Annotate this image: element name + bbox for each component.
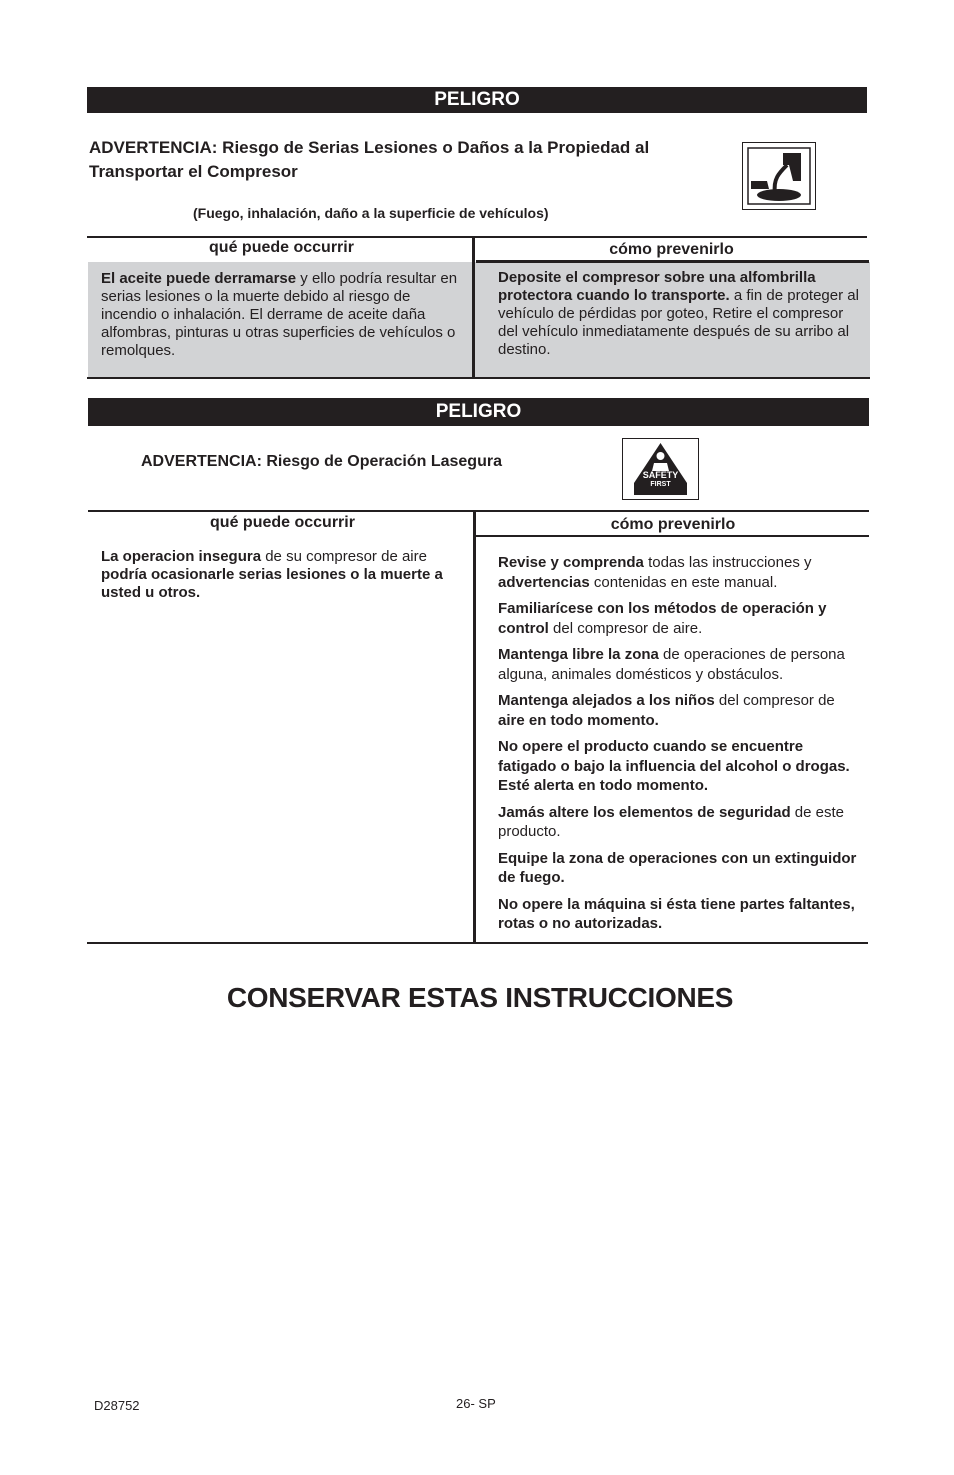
cause2-text-1: de su compresor de aire bbox=[261, 548, 427, 565]
rule-bold: No opere el producto cuando se encuentre fatigado o bajo la influencia del alcohol o drogas. Esté alerta en todo momento. bbox=[498, 738, 850, 794]
cause2-bold-1: La operacion insegura bbox=[101, 548, 262, 565]
cause2-bold-2: podría ocasionarle serias lesiones o la muerte a usted u otros. bbox=[101, 566, 443, 601]
table2-header-right: cómo prevenirlo bbox=[610, 516, 736, 533]
table2-bottom-rule bbox=[87, 942, 868, 944]
cause-bold: El aceite puede derramarse bbox=[101, 270, 297, 287]
warning-title-line1: ADVERTENCIA: Riesgo de Serias Lesiones o Daños a la Propiedad al bbox=[89, 138, 650, 157]
rule-bold: Mantenga libre la zona bbox=[498, 646, 659, 663]
danger-banner-2: PELIGRO bbox=[88, 398, 869, 426]
closing-title: CONSERVAR ESTAS INSTRUCCIONES bbox=[226, 982, 734, 1013]
safety-first-icon bbox=[622, 438, 699, 500]
prevention-rule bbox=[498, 895, 860, 934]
table2-top-rule bbox=[88, 510, 869, 512]
hazard-subnote: (Fuego, inhalación, daño a la superficie de vehículos) bbox=[193, 205, 549, 221]
warning-title-unsafe-operation: ADVERTENCIA: Riesgo de Operación Lasegura bbox=[141, 453, 502, 470]
rule-text: de operaciones de persona alguna, animales domésticos y obstáculos. bbox=[498, 646, 845, 683]
rule-text: del compresor de aire. bbox=[548, 619, 703, 637]
document-code: D28752 bbox=[94, 1398, 140, 1413]
table2-divider bbox=[473, 510, 476, 944]
table1-top-rule bbox=[87, 236, 867, 238]
oil-spill-icon bbox=[742, 142, 816, 210]
rule-text: de este producto. bbox=[498, 803, 844, 840]
page-number: 26- SP bbox=[456, 1396, 496, 1411]
rule-bold-2: aire en todo momento. bbox=[498, 711, 659, 729]
rule-text: todas las instrucciones y bbox=[643, 554, 812, 571]
prevention-rule bbox=[498, 803, 860, 842]
table1-header-left: qué puede occurrir bbox=[209, 239, 354, 256]
table2-prevention-list bbox=[498, 553, 860, 941]
rule-bold: Mantenga alejados a los niños bbox=[498, 692, 715, 709]
prevention-rule bbox=[498, 645, 860, 684]
danger-banner-1: PELIGRO bbox=[87, 87, 867, 113]
prevention-rule bbox=[498, 553, 860, 592]
table1-header-rule bbox=[476, 260, 869, 263]
prevention-rest: a fin de proteger al vehículo de pérdidas por goteo, Retire el compresor del vehículo inmediatamente después de su arribo al destino. bbox=[498, 287, 859, 358]
prevention-rule bbox=[498, 737, 860, 796]
table2-cause-text bbox=[101, 548, 456, 602]
table1-bottom-rule bbox=[87, 377, 870, 379]
first-icon-text: FIRST bbox=[650, 481, 671, 488]
prevention-rule bbox=[498, 849, 860, 888]
table2-header-left: qué puede occurrir bbox=[210, 514, 355, 531]
table2-header-rule bbox=[475, 535, 869, 537]
warning-title-transport bbox=[89, 136, 739, 184]
prevention-bold: Deposite el compresor sobre una alfombrilla protectora cuando lo transporte. bbox=[498, 269, 816, 304]
safety-icon-text: SAFETY bbox=[642, 470, 679, 480]
rule-bold: No opere la máquina si ésta tiene partes faltantes, rotas o no autorizadas. bbox=[498, 895, 855, 932]
prevention-rule bbox=[498, 691, 860, 730]
rule-bold: Revise y comprenda bbox=[498, 554, 644, 571]
table1-header-right: cómo prevenirlo bbox=[609, 241, 734, 258]
rule-bold: Familiarícese con los métodos de operación y control bbox=[498, 600, 827, 637]
table1-prevention-text bbox=[498, 269, 860, 359]
prevention-rule bbox=[498, 599, 860, 638]
rule-text: del compresor de bbox=[714, 692, 835, 709]
cause-rest: y ello podría resultar en serias lesiones o la muerte debido al riesgo de incendio o inhalación. El derrame de aceite daña alfombras, pinturas u otras superficies de vehículos o remolques. bbox=[101, 270, 458, 359]
rule-bold: Equipe la zona de operaciones con un extinguidor de fuego. bbox=[498, 849, 857, 886]
table1-divider bbox=[472, 236, 475, 379]
rule-bold: Jamás altere los elementos de seguridad bbox=[498, 803, 791, 821]
table1-cause-text bbox=[101, 270, 461, 360]
rule-bold-2: advertencias bbox=[498, 573, 590, 591]
warning-title-line2: Transportar el Compresor bbox=[89, 162, 298, 181]
rule-text-2: contenidas en este manual. bbox=[589, 573, 778, 591]
